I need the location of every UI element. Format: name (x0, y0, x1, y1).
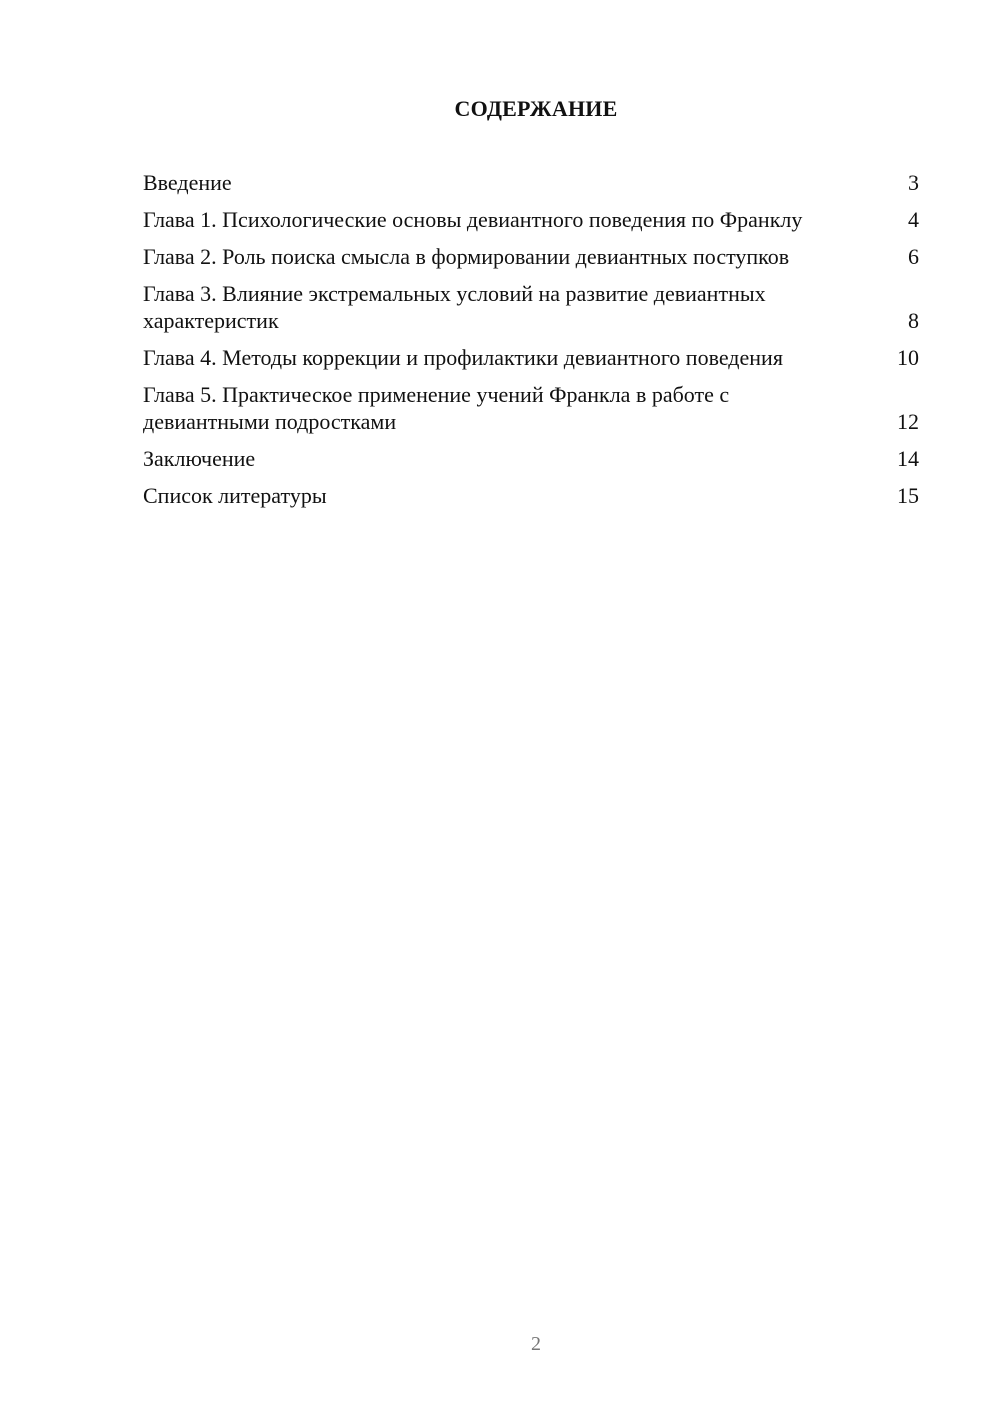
toc-entry-conclusion[interactable] (143, 445, 919, 472)
toc-entry-title: Глава 4. Методы коррекции и профилактики девиантного поведения (143, 345, 783, 370)
toc-entry-page: 8 (908, 308, 919, 333)
toc-entry-chapter-4[interactable] (143, 344, 919, 371)
toc-entry-page: 14 (897, 446, 919, 471)
toc-entry-page: 15 (897, 483, 919, 508)
toc-entry-page: 4 (908, 207, 919, 232)
toc-entry-chapter-2[interactable] (143, 243, 919, 270)
table-of-contents (143, 169, 919, 519)
toc-entry-title: Список литературы (143, 483, 327, 508)
toc-entry-page: 6 (908, 244, 919, 269)
toc-entry-page: 12 (897, 409, 919, 434)
toc-entry-chapter-3[interactable] (143, 280, 919, 334)
toc-entry-title: Глава 3. Влияние экстремальных условий на развитие девиантных характеристик (143, 281, 766, 333)
toc-entry-title: Глава 5. Практическое применение учений Франкла в работе с девиантными подростками (143, 382, 730, 434)
toc-entry-chapter-5[interactable] (143, 381, 919, 435)
toc-entry-title: Заключение (143, 446, 256, 471)
toc-entry-introduction[interactable] (143, 169, 919, 196)
toc-entry-title: Глава 2. Роль поиска смысла в формировании девиантных поступков (143, 244, 790, 269)
toc-entry-title: Введение (143, 170, 232, 195)
toc-heading: СОДЕРЖАНИЕ (454, 96, 618, 121)
toc-entry-title: Глава 1. Психологические основы девиантного поведения по Франклу (143, 207, 803, 232)
page-number: 2 (531, 1333, 541, 1355)
toc-entry-page: 10 (897, 345, 919, 370)
toc-entry-page: 3 (908, 170, 919, 195)
toc-entry-references[interactable] (143, 482, 919, 509)
toc-entry-chapter-1[interactable] (143, 206, 919, 233)
